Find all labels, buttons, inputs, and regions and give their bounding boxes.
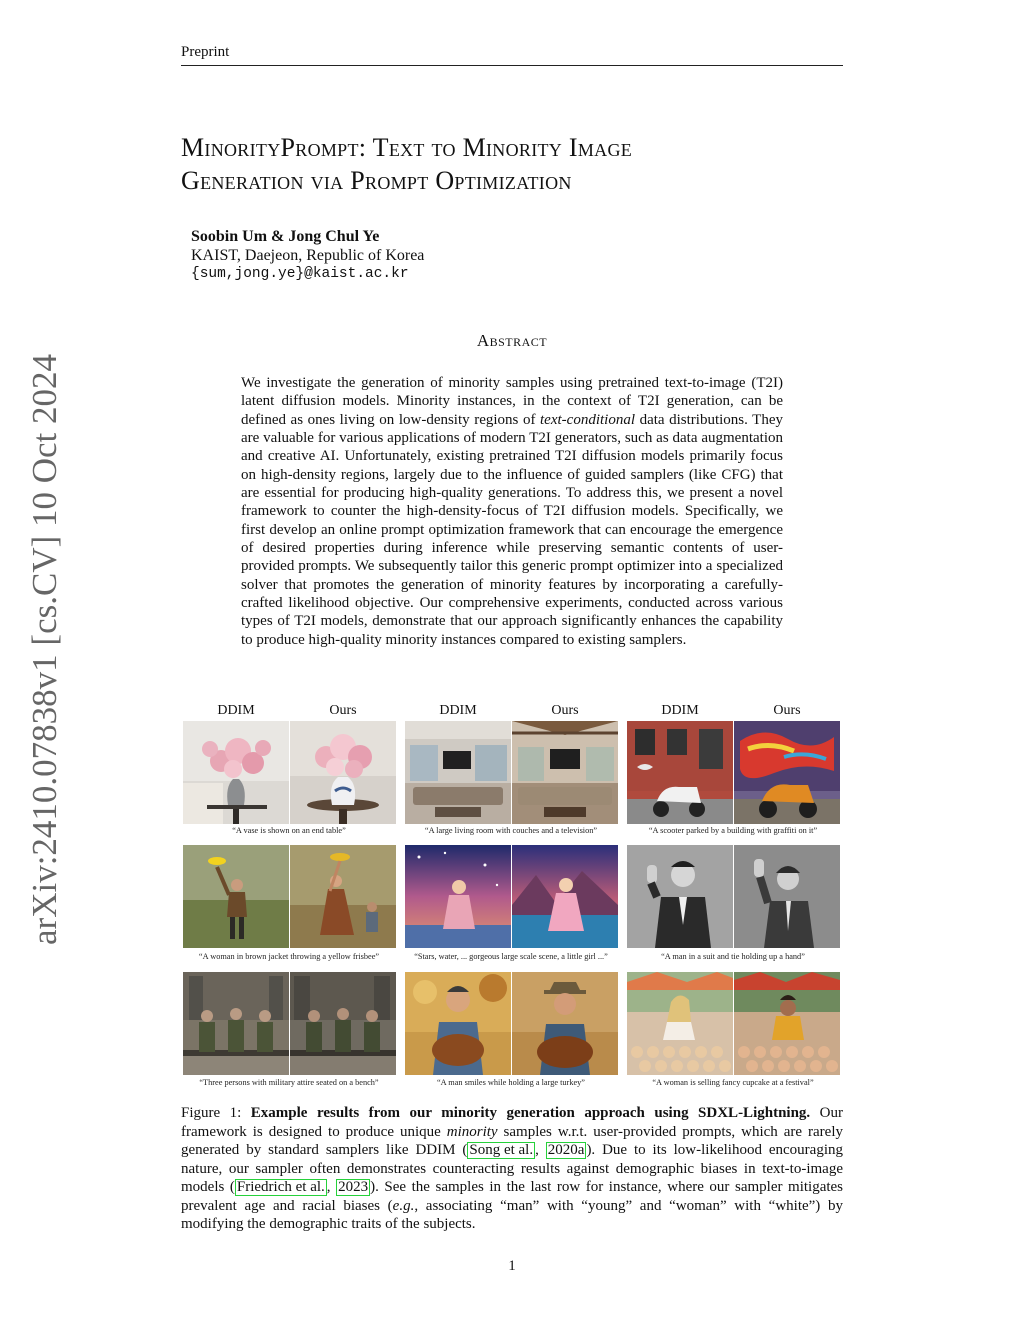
column-label-ddim-2: DDIM — [439, 703, 477, 718]
author-affiliation: KAIST, Daejeon, Republic of Korea — [191, 247, 425, 264]
image-living-room-ours — [512, 721, 618, 824]
abstract-heading: Abstract — [476, 331, 548, 350]
image-suit-man-ddim — [627, 845, 733, 948]
image-turkey-man-ours — [512, 972, 618, 1075]
figure-caption-text-1: Our framework is designed to produce unique — [181, 1105, 843, 1140]
abstract-text — [241, 374, 783, 649]
prompt-caption-stars-girl: “Stars, water, ... gorgeous large scale scene, a little girl ...” — [414, 952, 608, 961]
citation-link-song-year[interactable]: 2020a — [547, 1142, 585, 1158]
image-living-room-ddim — [405, 721, 511, 824]
prompt-caption-living-room: “A large living room with couches and a television” — [424, 826, 598, 835]
image-military-bench-ours — [290, 972, 396, 1075]
image-vase-ours — [290, 721, 396, 824]
running-header: Preprint — [181, 44, 230, 60]
column-label-ours-1: Ours — [329, 703, 357, 718]
prompt-caption-turkey-man: “A man smiles while holding a large turkey” — [436, 1078, 585, 1087]
prompt-caption-suit-man: “A man in a suit and tie holding up a hand” — [661, 952, 805, 961]
title-line-2: Generation via Prompt Optimization — [181, 166, 572, 195]
column-label-ours-3: Ours — [773, 703, 801, 718]
image-stars-girl-ours — [512, 845, 618, 948]
image-turkey-man-ddim — [405, 972, 511, 1075]
citation-link-friedrich-year[interactable]: 2023 — [338, 1179, 369, 1195]
paper-title — [181, 131, 843, 197]
figure-caption-text-3: ). Due to its low-likelihood encouraging nature, our sampler often demonstrates counteracting results against demographic biases in text-to-image models ( — [181, 1142, 843, 1195]
title-line-1: MinorityPrompt: Text to Minority Image — [181, 133, 633, 162]
column-label-ours-2: Ours — [551, 703, 579, 718]
image-stars-girl-ddim — [405, 845, 511, 948]
citation-separator-1: , — [535, 1142, 546, 1158]
author-email[interactable]: {sum,jong.ye}@kaist.ac.kr — [191, 266, 409, 282]
author-names: Soobin Um & Jong Chul Ye — [191, 228, 380, 245]
figure-caption — [181, 1104, 843, 1234]
prompt-caption-cupcake-woman: “A woman is selling fancy cupcake at a festival” — [652, 1078, 814, 1087]
prompt-caption-vase: “A vase is shown on an end table” — [232, 826, 346, 835]
author-block — [191, 227, 424, 284]
image-vase-ddim — [183, 721, 289, 824]
image-frisbee-woman-ddim — [183, 845, 289, 948]
arxiv-stamp: arXiv:2410.07838v1 [cs.CV] 10 Oct 2024 — [25, 353, 64, 945]
prompt-caption-frisbee-woman: “A woman in brown jacket throwing a yellow frisbee” — [198, 952, 380, 961]
abstract-part-2: data distributions. They are valuable for various applications of modern T2I generators, such as data augmentation and creative AI. Unfortunately, existing pretrained T2I diffusion models primarily focus on high-density regions, largely due to the influence of guided samplers (like CFG) that are essential for producing high-quality generations. To address this, we present a novel framework to counter the high-density-focus of T2I diffusion models. Specifically, we first develop an online prompt optimization framework that can encourage the emergence of desired properties during inference while preserving semantic contents of user-provided prompts. We subsequently tailor this generic prompt optimizer into a specialized solver that promotes the generation of minority features by incorporating a carefully-crafted likelihood objective. Our comprehensive experiments, conducted across various types of T2I models, demonstrate that our approach significantly enhances the capability to produce high-quality minority instances compared to existing samplers. — [241, 411, 783, 648]
figure-label: Figure 1: — [181, 1105, 251, 1121]
image-scooter-ddim — [627, 721, 733, 824]
figure-caption-emphasis-minority: minority — [446, 1123, 498, 1140]
image-cupcake-woman-ours — [734, 972, 840, 1075]
column-label-ddim-1: DDIM — [217, 703, 255, 718]
page-number: 1 — [508, 1258, 516, 1274]
prompt-caption-scooter: “A scooter parked by a building with graffiti on it” — [648, 826, 818, 835]
figure-caption-emphasis-eg: e.g. — [392, 1197, 415, 1214]
figure-caption-text-4: ). See the samples in the last row for instance, where our sampler mitigates prevalent age and racial biases ( — [181, 1179, 844, 1214]
image-military-bench-ddim — [183, 972, 289, 1075]
figure-caption-text-2: samples w.r.t. user-provided prompts, which are rarely generated by standard samplers like DDIM ( — [181, 1123, 843, 1158]
image-scooter-ours — [734, 721, 840, 824]
column-label-ddim-3: DDIM — [661, 703, 699, 718]
citation-link-friedrich[interactable]: Friedrich et al. — [236, 1179, 325, 1195]
citation-separator-2: , — [326, 1179, 337, 1195]
abstract-part-1: We investigate the generation of minority samples using pretrained text-to-image (T2I) latent diffusion models. Minority instances, in the context of T2I generation, can be defined as ones living on low-density regions of — [241, 375, 783, 428]
figure-caption-text-5: , associating “man” with “young” and “woman” with “white”) by modifying the demographic traits of the subjects. — [181, 1197, 843, 1232]
abstract-emphasis: text-conditional — [540, 411, 635, 428]
prompt-caption-military-bench: “Three persons with military attire seated on a bench” — [199, 1078, 379, 1087]
header-rule — [181, 65, 843, 66]
image-frisbee-woman-ours — [290, 845, 396, 948]
citation-link-song[interactable]: Song et al. — [469, 1142, 534, 1158]
image-cupcake-woman-ddim — [627, 972, 733, 1075]
image-suit-man-ours — [734, 845, 840, 948]
figure-caption-bold: Example results from our minority generation approach using SDXL-Lightning. — [250, 1105, 811, 1121]
